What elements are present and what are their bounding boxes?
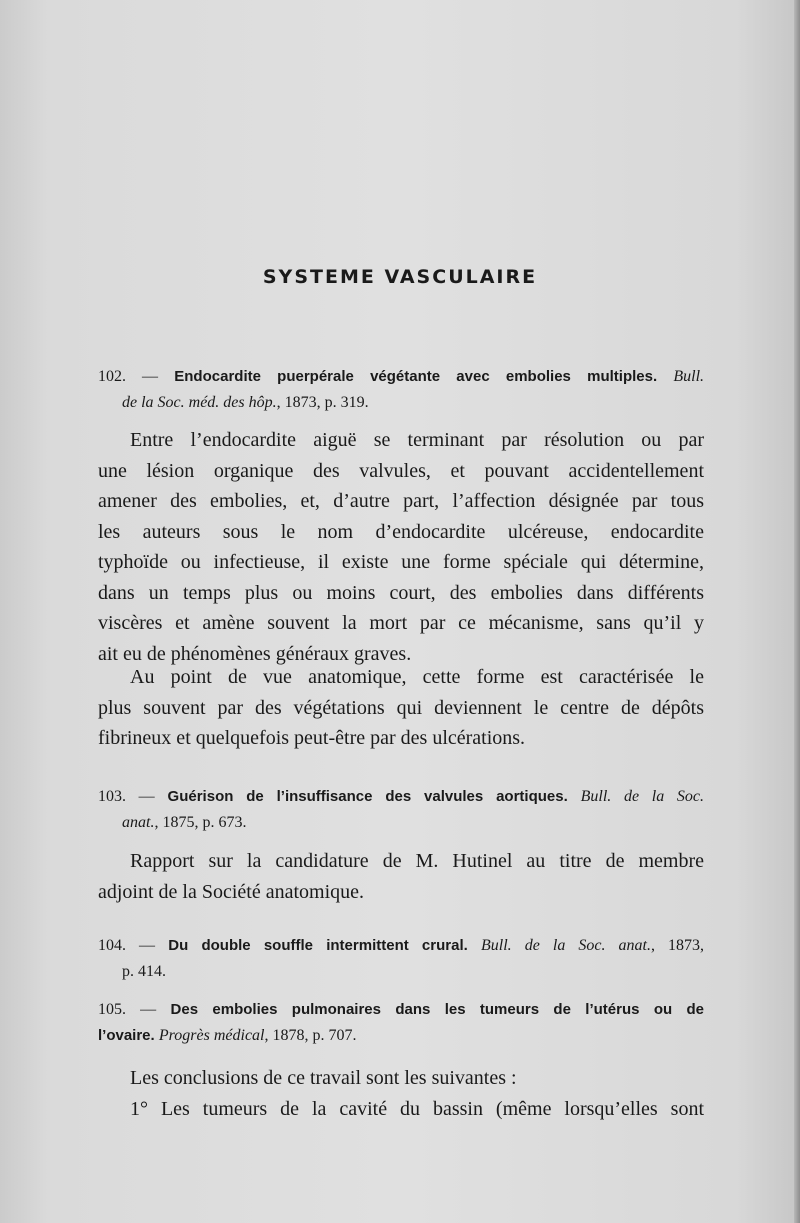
entry-102-ref-b: de la Soc. méd. des hôp. [122, 394, 277, 411]
page-edge-shadow [794, 0, 800, 1223]
para-line: Les conclusions de ce travail sont les suivantes : [130, 1067, 517, 1089]
para-line: Rapport sur la candidature de M. Hutinel au titre de membre [130, 850, 704, 872]
entry-105-citation [98, 1023, 704, 1049]
paragraph-102 [98, 425, 704, 669]
entry-105-number: 105. — [98, 1001, 157, 1018]
para-line: dans un temps plus ou moins court, des embolies dans différents [98, 581, 704, 604]
para-line: Au point de vue anatomique, cette forme est caractérisée le [130, 666, 704, 688]
entry-105-ref-c: , 1878, p. 707. [264, 1027, 357, 1044]
para-line: amener des embolies, et, d’autre part, l’affection désignée par tous [98, 490, 704, 512]
entry-105-ref-a: Progrès médical [158, 1027, 265, 1044]
entry-103-ref-c: , 1875, p. 673. [154, 814, 247, 831]
entry-104-ref-c: p. 414. [122, 963, 166, 980]
entry-103-title-line [98, 784, 704, 810]
para-line: 1° Les tumeurs de la cavité du bassin (même lorsqu’elles sont [130, 1097, 704, 1120]
para-line: Entre l’endocardite aiguë se terminant par résolution ou par [130, 429, 704, 451]
paragraph-105 [98, 1063, 704, 1124]
entry-104-ref-a: Bull. de la Soc. anat. [481, 937, 651, 954]
entry-102-number: 102. — [98, 368, 159, 385]
para-line: ait eu de phénomènes généraux graves. [98, 642, 412, 665]
entry-105 [98, 997, 704, 1049]
entry-105-title: Des embolies pulmonaires dans les tumeurs de l’utérus ou de [170, 1001, 704, 1018]
entry-102-citation [98, 390, 704, 416]
para-line: viscères et amène souvent la mort par ce mécanisme, sans qu’il y [98, 612, 704, 634]
entry-104 [98, 933, 704, 985]
entry-105-title-line [98, 997, 704, 1023]
paragraph-102b [98, 662, 704, 754]
entry-104-citation [98, 959, 704, 985]
entry-103 [98, 784, 704, 836]
entry-103-ref-b: anat. [122, 814, 155, 831]
entry-103-ref-a: Bull. de la Soc. [580, 788, 704, 805]
para-line: typhoïde ou infectieuse, il existe une forme spéciale qui détermine, [98, 551, 704, 573]
para-line: fibrineux et quelquefois peut-être par des ulcérations. [98, 727, 526, 749]
entry-102-ref-a: Bull. [673, 368, 705, 385]
entry-104-number: 104. — [98, 937, 156, 954]
para-line: une lésion organique des valvules, et pouvant accidentellement [98, 459, 704, 482]
entry-104-title-line [98, 933, 704, 959]
entry-103-citation [98, 810, 704, 836]
entry-102-ref-c: , 1873, p. 319. [276, 394, 369, 411]
entry-102-title: Endocardite puerpérale végétante avec embolies multiples. [174, 368, 658, 385]
entry-104-ref-b: , 1873, [650, 937, 704, 954]
section-heading: SYSTEME VASCULAIRE [262, 266, 538, 288]
entry-102-title-line [98, 364, 704, 390]
para-line: adjoint de la Société anatomique. [98, 880, 365, 903]
entry-103-number: 103. — [98, 788, 155, 805]
paragraph-103 [98, 846, 704, 907]
entry-104-title: Du double souffle intermittent crural. [168, 937, 468, 954]
entry-102 [98, 364, 704, 416]
para-line: les auteurs sous le nom d’endocardite ulcéreuse, endocardite [98, 520, 704, 543]
para-line: plus souvent par des végétations qui deviennent le centre de dépôts [98, 696, 704, 719]
entry-105-title-cont: l’ovaire. [98, 1027, 155, 1044]
entry-103-title: Guérison de l’insuffisance des valvules aortiques. [167, 788, 568, 805]
